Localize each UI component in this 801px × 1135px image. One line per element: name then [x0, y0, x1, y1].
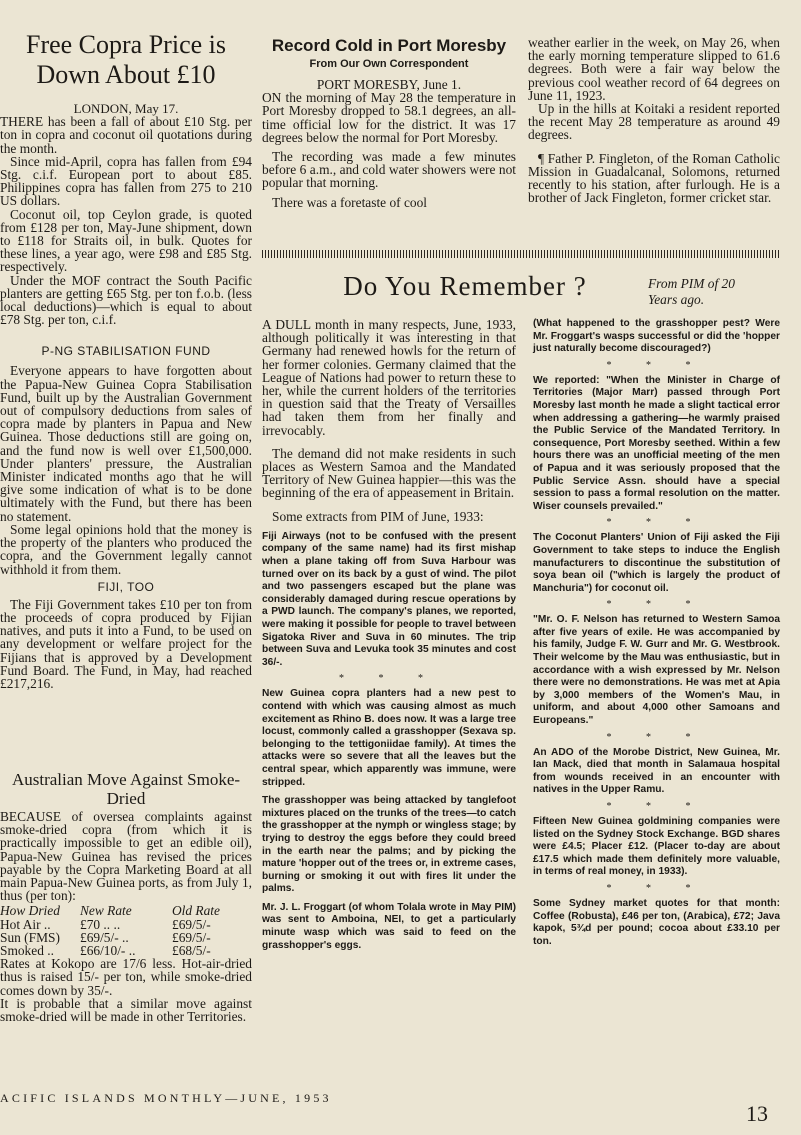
- paragraph: Some legal opinions hold that the money is the property of the planters who produced the copra, and the Government legally cannot withhold it from them.: [0, 521, 252, 577]
- paragraph: It is probable that a similar move against smoke-dried will be made in other Territories.: [0, 995, 252, 1025]
- extract: Some Sydney market quotes for that month: Coffee (Robusta), £46 per ton, (Arabica), £72; Java kapok, 5¾d per pound; cocoa about £33.10 per ton.: [533, 897, 780, 947]
- table-cell: £69/5/-: [172, 916, 211, 932]
- paragraph: Some extracts from PIM of June, 1933:: [272, 508, 484, 524]
- separator: * * *: [339, 673, 439, 685]
- separator: * * *: [606, 517, 707, 529]
- paragraph: THERE has been a fall of about £10 Stg. per ton in copra and coconut oil quotations during the month.: [0, 114, 252, 156]
- dateline: PORT MORESBY, June 1.: [316, 77, 462, 92]
- article-body-smoke: [0, 810, 252, 1023]
- table-cell: Hot Air ..: [0, 916, 51, 932]
- byline: From Our Own Correspondent: [309, 58, 469, 70]
- paragraph: There was a foretaste of cool: [272, 194, 428, 210]
- article-body-remember-left: [262, 318, 516, 952]
- table-header: How Dried: [0, 903, 60, 919]
- divider-rule: [262, 250, 781, 258]
- rate-table-head: [0, 904, 252, 917]
- paragraph: The demand did not make residents in such places as Western Samoa and the Mandated Territory of New Guinea happier—this was the beginning of the era of appeasement in Britain.: [262, 445, 516, 501]
- article-body-cold-continued: [528, 36, 780, 204]
- subheading-fiji: FIJI, TOO: [97, 579, 155, 594]
- paragraph: Rates at Kokopo are 17/6 less. Hot-air-dried thus is raised 15/- per ton, while smoke-dried comes down by 35/-.: [0, 956, 252, 998]
- article-body-cold: [262, 78, 516, 209]
- table-cell: Sun (FMS): [0, 929, 60, 945]
- source-note: From PIM of 20 Years ago.: [648, 276, 735, 307]
- extract: We reported: "When the Minister in Charge of Territories (Major Marr) passed through Port Moresby last month he made a slight tactical error when addressing a gathering—he warmly praised the Public Service of the Mandated Territory. In consequence, Port Moresby seethed. Within a few hours there was an unofficial meeting of the men of Papua and it was seriously proposed that the Public Service Assn. should have a special session to pass a formal resolution on the matter. Wiser counsels prevailed.": [533, 374, 780, 512]
- paragraph: BECAUSE of oversea complaints against smoke-dried copra (from which it is practically impossible to get an edible oil), Papua-New Guinea has revised the prices payable by the Copra Marketing Board at all main Papua-New Guinea ports, as from July 1, thus (per ton):: [0, 809, 252, 904]
- extract: Mr. J. L. Froggart (of whom Tolala wrote in May PIM) was sent to Amboina, NEI, to get a particularly minute wasp which was said to feed on the grasshopper's eggs.: [262, 901, 516, 951]
- extract: The Coconut Planters' Union of Fiji asked the Fiji Government to take steps to induce the English manufacturers to discontinue the substitution of soya bean oil ("which is largely the product of Manchuria") for coconut oil.: [533, 532, 780, 594]
- separator: * * *: [606, 882, 707, 894]
- separator: * * *: [606, 359, 707, 371]
- extract: Fifteen New Guinea goldmining companies were listed on the Sydney Stock Exchange. BGD shares were £4.5; Placer £12. (Placer to-day are about £17.5 which made them definitely more valuable, in terms of real money, in 1933).: [533, 816, 780, 878]
- paragraph: The Fiji Government takes £10 per ton from the proceeds of copra produced by Fijian natives, and puts it into a Fund, to be used on any development or welfare project for the Fijians that is approved by a Development Fund Board. The Fund, in May, had reached £217,216.: [0, 596, 252, 691]
- table-cell: Smoked ..: [0, 943, 54, 959]
- separator: * * *: [606, 801, 707, 812]
- table-row: [0, 918, 252, 931]
- table-header: New Rate: [80, 903, 132, 919]
- separator: * * *: [606, 599, 707, 611]
- paragraph: Under the MOF contract the South Pacific planters are getting £65 Stg. per ton f.o.b. (less local deductions)—which is equal to about £78 Stg. per ton, c.i.f.: [0, 272, 252, 328]
- article-body-remember-right: [533, 318, 780, 948]
- table-cell: £68/5/-: [172, 943, 211, 959]
- subheading-fund: P-NG STABILISATION FUND: [41, 344, 211, 359]
- article-title-copra: Free Copra Price is Down About £10: [25, 30, 226, 89]
- table-cell: £69/5/- ..: [80, 929, 129, 945]
- paragraph: The recording was made a few minutes before 6 a.m., and cold water showers were not popular that morning.: [262, 149, 516, 191]
- page-footer: ACIFIC ISLANDS MONTHLY—JUNE, 1953: [0, 1091, 332, 1105]
- extract: The grasshopper was being attacked by tanglefoot mixtures placed on the trunks of the trees—to catch the grasshopper at the nymph or wingless stage; by trying to destroy the eggs before they could breed in the earth near the palms; and by picking the mature 'hopper out of the trees or, in extreme cases, burning or smoking it out with fires lit under the palms.: [262, 795, 516, 895]
- article-title-cold: Record Cold in Port Moresby: [271, 36, 507, 55]
- article-title-smoke: Australian Move Against Smoke-Dried: [11, 770, 241, 808]
- paragraph: A DULL month in many respects, June, 1933, although politically it was interesting in that Germany had renewed howls for the return of her former colonies. Germany claimed that the League of Nations had power to return these to her, while the current holders of the territories in question said that the Treaty of Versailles had taken them from her finally and irrevocably.: [262, 317, 516, 438]
- article-title-remember: Do You Remember ?: [343, 271, 587, 301]
- table-cell: £69/5/-: [172, 929, 211, 945]
- paragraph: Since mid-April, copra has fallen from £94 Stg. c.i.f. European port to about £85. Philippines copra has fallen from 275 to 210 US dollars.: [0, 153, 252, 209]
- page-number: 13: [746, 1101, 768, 1126]
- table-cell: £66/10/- ..: [80, 943, 136, 959]
- paragraph: Up in the hills at Koitaki a resident reported the recent May 28 temperature as around 49 degrees.: [528, 101, 780, 143]
- dateline: LONDON, May 17.: [73, 101, 179, 116]
- table-header: Old Rate: [172, 903, 220, 919]
- article-body-copra: [0, 102, 252, 690]
- extract: "Mr. O. F. Nelson has returned to Western Samoa after five years of exile. He was accompanied by his family, Judge F. W. Gurr and Mr. G. Westbrook. Their welcome by the Mau was enthusiastic, but in accordance with a wish expressed by Mr. Nelson there were no demonstrations. He was met at Apia by 3,000 members of the Women's Mau, in uniform, and about 4,000 other Samoans and Europeans.": [533, 614, 780, 727]
- extract: (What happened to the grasshopper pest? Were Mr. Froggart's wasps successful or did the 'hopper just naturally become discouraged?): [533, 318, 780, 355]
- separator: * * *: [606, 731, 707, 743]
- paragraph: Everyone appears to have forgotten about the Papua-New Guinea Copra Stabilisation Fund, built up by the Australian Government out of compulsory deductions from sales of copra made by planters in Papua and New Guinea. Those deductions still are going on, and the fund now is well over £1,500,000. Under planters' pressure, the Australian Minister indicated months ago that he will give some indication of what is to be done ultimately with the Fund, but there has been no statement.: [0, 363, 252, 524]
- paragraph: ON the morning of May 28 the temperature in Port Moresby dropped to 58.1 degrees, an all-time official low for the district. It was 17 degrees below the normal for Port Moresby.: [262, 90, 516, 145]
- extract: New Guinea copra planters had a new pest to contend with which was causing almost as much excitement as Rhino B. does now. It was a large tree locust, commonly called a grasshopper (Sexava sp. belonging to the tettigoniidae family). At times the attacks were so severe that all the leaves but the central spear, which apparently was immune, were stripped.: [262, 688, 516, 788]
- extract: Fiji Airways (not to be confused with the present company of the same name) had its first mishap when a plane taking off from Suva Harbour was turned over on its back by a gust of wind. The pilot and two passengers escaped but the plane was considerably damaged during rescue operations by a PWD launch. The company's planes, we reported, were making it possible for people to travel between Sigatoka River and Suva in 60 minutes. The trip between Suva and Levuka took 35 minutes and cost 36/-.: [262, 530, 516, 668]
- extract: An ADO of the Morobe District, New Guinea, Mr. Ian Mack, died that month in Salamaua hospital from wounds received in an encounter with natives in the Upper Ramu.: [533, 746, 780, 796]
- table-cell: £70 .. ..: [80, 916, 121, 932]
- paragraph: weather earlier in the week, on May 26, when the early morning temperature slipped to 61.6 degrees. Both were a fair way below the previous cool weather record of 64 degrees on June 11, 1923.: [528, 35, 780, 103]
- paragraph: ¶ Father P. Fingleton, of the Roman Catholic Mission in Guadalcanal, Solomons, returned recently to his station, after furlough. He is a brother of Jack Fingleton, former cricket star.: [528, 150, 780, 206]
- paragraph: Coconut oil, top Ceylon grade, is quoted from £128 per ton, May-June shipment, down to £118 for Straits oil, in bulk. Quotes for these lines, a year ago, were £98 and £85 Stg. respectively.: [0, 206, 252, 275]
